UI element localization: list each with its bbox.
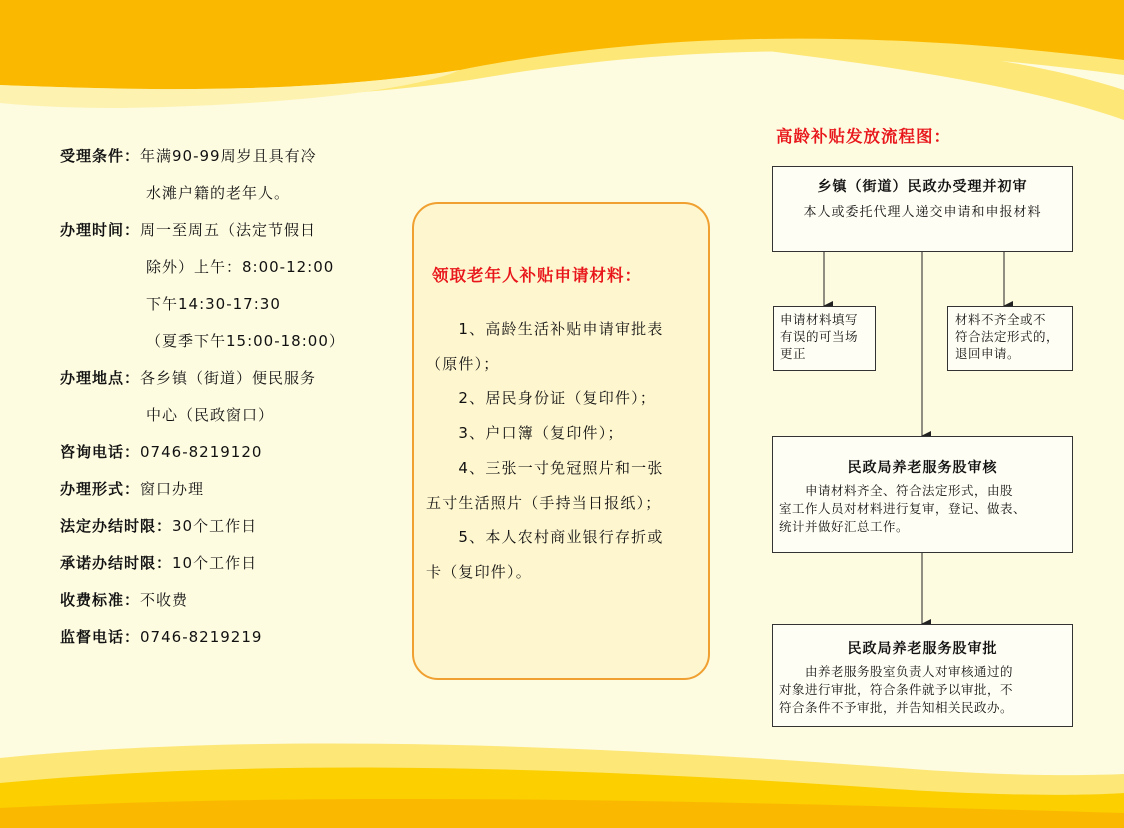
materials-title: 领取老年人补贴申请材料：: [432, 266, 642, 285]
info-row: [60, 589, 188, 610]
info-value-continued: 中心（民政窗口）: [146, 406, 275, 424]
note-line: 材料不齐全或不: [955, 312, 1047, 327]
info-label: 收费标准：: [60, 591, 141, 609]
flowchart-title: 高龄补贴发放流程图：: [776, 127, 951, 146]
info-row: [60, 626, 262, 647]
info-value-continued: 下午14:30-17:30: [146, 295, 281, 313]
info-row: [60, 145, 317, 166]
note-line: 申请材料填写: [780, 312, 859, 327]
info-row: [60, 367, 316, 388]
info-value: 30个工作日: [172, 517, 258, 535]
info-value-continued: 除外）上午：8:00-12:00: [146, 258, 335, 276]
material-line: 五寸生活照片（手持当日报纸）；: [426, 493, 662, 512]
step3-title: 民政局养老服务股审批: [847, 641, 998, 657]
note-line: 更正: [780, 346, 807, 361]
info-value: 0746-8219120: [140, 443, 263, 461]
note-line: 符合法定形式的，: [955, 329, 1060, 344]
bottom-wave-decoration: [0, 738, 1124, 828]
step1-title: 乡镇（街道）民政办受理并初审: [817, 179, 1028, 195]
info-label: 办理时间：: [60, 221, 141, 239]
materials-panel: [412, 202, 710, 680]
material-line: 卡（复印件）。: [426, 562, 532, 581]
info-value: 各乡镇（街道）便民服务: [140, 369, 317, 387]
info-value: 年满90-99周岁且具有冷: [140, 147, 317, 165]
info-label: 办理形式：: [60, 480, 141, 498]
info-row: [60, 515, 257, 536]
flow-note-correct-onsite: [773, 306, 876, 371]
material-line: 1、高龄生活补贴申请审批表: [426, 320, 664, 338]
info-value: 不收费: [140, 591, 189, 609]
info-value: 周一至周五（法定节假日: [140, 221, 317, 239]
material-line: 5、本人农村商业银行存折或: [426, 528, 664, 547]
info-row: [60, 552, 257, 573]
info-label: 受理条件：: [60, 147, 141, 165]
info-value-continued: 水滩户籍的老年人。: [146, 184, 291, 202]
info-row: [60, 219, 316, 240]
material-line: 3、户口簿（复印件）；: [426, 424, 624, 443]
info-label: 法定办结时限：: [60, 517, 173, 535]
info-row: [60, 441, 262, 462]
info-label: 咨询电话：: [60, 443, 141, 461]
note-line: 退回申请。: [955, 346, 1021, 361]
material-line: 4、三张一寸免冠照片和一张: [426, 458, 664, 477]
note-line: 有误的可当场: [780, 329, 859, 344]
step-text-line: 统计并做好汇总工作。: [779, 519, 910, 534]
info-value: 窗口办理: [140, 480, 205, 498]
flow-step-approval: [772, 624, 1073, 727]
step1-text: 本人或委托代理人递交申请和申报材料: [803, 205, 1042, 220]
info-label: 承诺办结时限：: [60, 554, 173, 572]
step2-title: 民政局养老服务股审核: [847, 460, 998, 476]
info-label: 办理地点：: [60, 369, 141, 387]
step-text-line: 申请材料齐全、符合法定形式，由股: [779, 483, 1014, 498]
step-text-line: 由养老服务股室负责人对审核通过的: [779, 664, 1014, 679]
material-line: 2、居民身份证（复印件）；: [426, 389, 657, 408]
info-label: 监督电话：: [60, 628, 141, 646]
flow-step-initial-review: [772, 166, 1073, 252]
flow-step-review: [772, 436, 1073, 553]
info-value-continued: （夏季下午15:00-18:00）: [146, 332, 345, 350]
flow-note-return-application: [947, 306, 1073, 371]
step-text-line: 符合条件不予审批，并告知相关民政办。: [779, 700, 1014, 715]
info-row: [60, 478, 204, 499]
step-text-line: 对象进行审批，符合条件就予以审批，不: [779, 682, 1014, 697]
info-value: 0746-8219219: [140, 628, 263, 646]
info-value: 10个工作日: [172, 554, 258, 572]
step-text-line: 室工作人员对材料进行复审，登记、做表、: [779, 501, 1027, 516]
material-line: （原件）；: [426, 354, 500, 373]
top-wave-decoration: [0, 0, 1124, 130]
